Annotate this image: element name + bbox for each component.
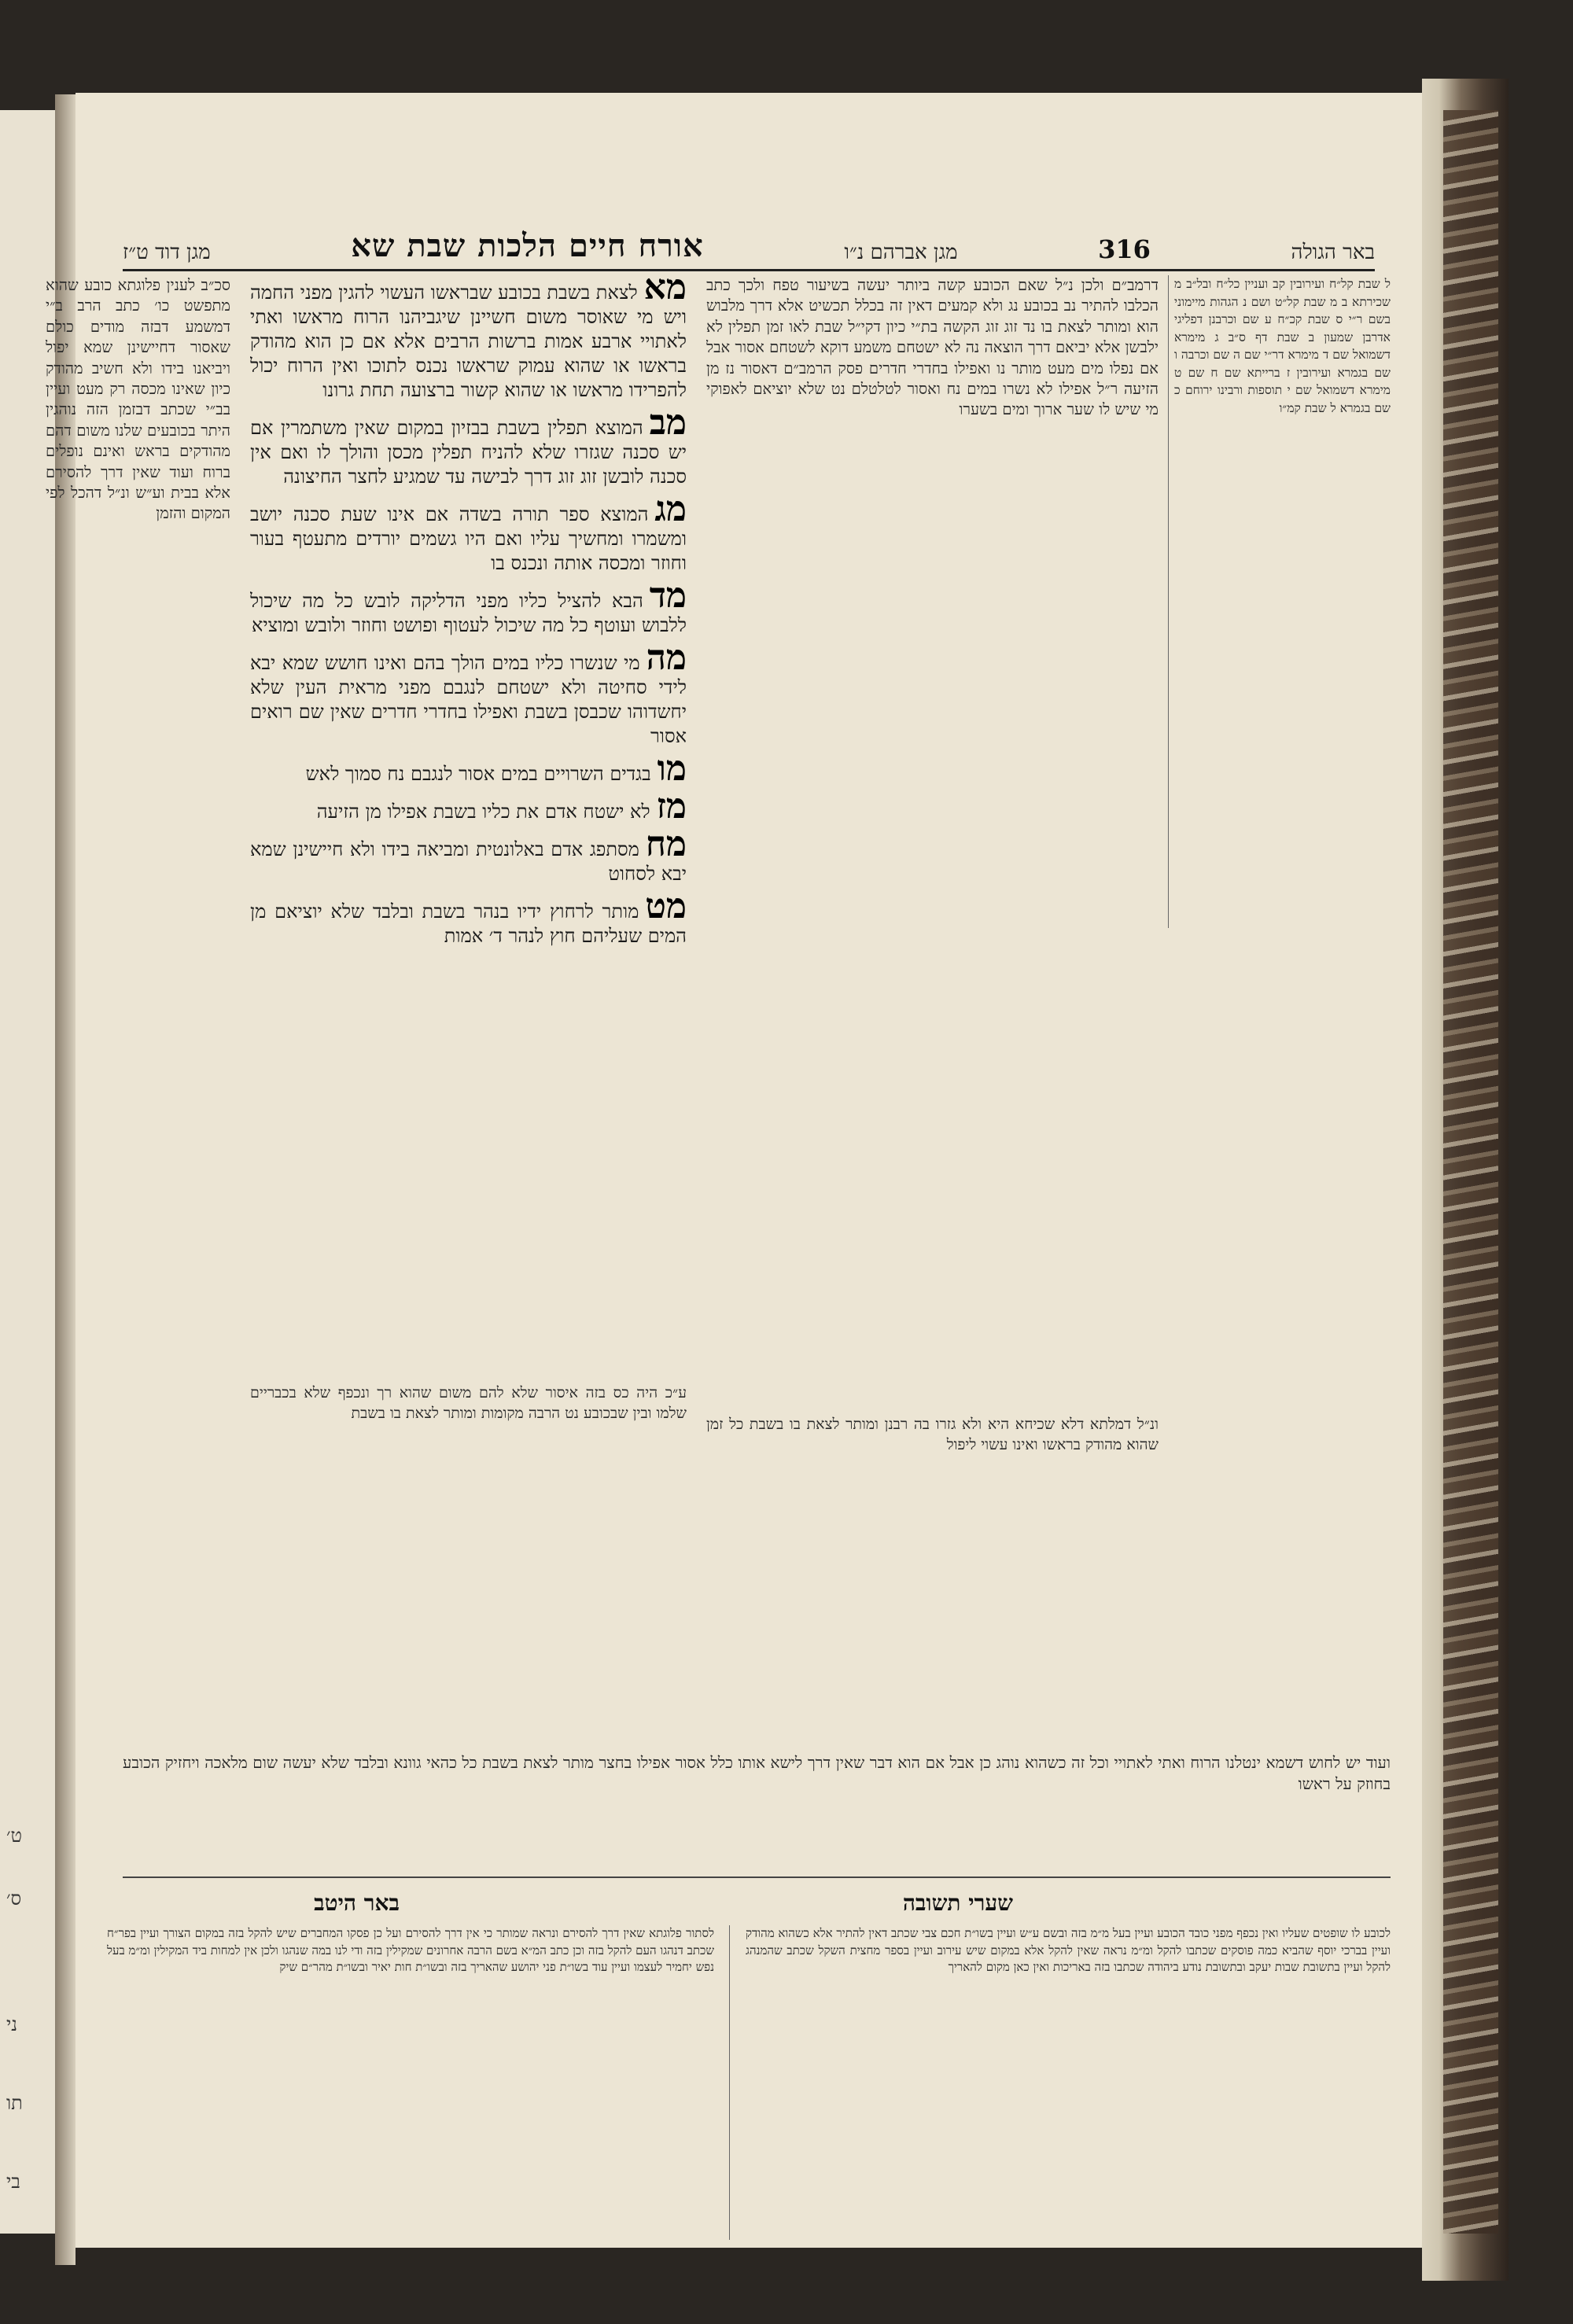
seif-label: מד	[649, 576, 687, 616]
seif-paragraph	[250, 786, 687, 827]
seif-text: המוצא תפלין בשבת בבזיון במקום שאין משתמרין אם יש סכנה שגזרו שלא להניח תפלין מכסן והולך לו ואם אין סכנה לובשן זוג זוג דרך לבישה עד שמגיע לחצר החיצונה	[250, 417, 687, 488]
marbled-edge	[1443, 110, 1498, 2234]
commentary-continuation: ע״כ היה כס בזה איסור שלא להם משום שהוא רך ונכפף שלא בכבריים שלמו ובין שבכובע נט הרבה מקומות ומותר לצאת בו בשבת	[250, 1384, 687, 1423]
seif-label: מב	[649, 403, 687, 443]
baer-heitev-heading: באר היטב	[314, 1890, 400, 1916]
seif-text: לצאת בשבת בכובע שבראשו העשוי להגין מפני החמה ויש מי שאוסר משום חשיינן שיגביהנו הרוח מראשו ואתי לאתויי ארבע אמות ברשות הרבים אלא אם כן הוא מהודק בראשו או שהוא עמוק שראשו נכנס לתוכו ואין הרוח יכול להפרידו מראשו או שהוא קשור ברצועה תחת גרונו	[250, 282, 687, 401]
seif-text: המוצא ספר תורה בשדה אם אינו שעת סכנה יושב ומשמרו ומחשיך עליו ואם היו גשמים יורדים מתעטף בעור וחוזר ומכסה אותה ונכנס בו	[250, 503, 687, 574]
footnote-column-divider	[729, 1925, 730, 2240]
seif-paragraph	[250, 749, 687, 789]
edge-fragment: ס׳	[6, 1888, 22, 1910]
edge-fragment: ט׳	[6, 1825, 23, 1847]
seif-label: מג	[654, 489, 687, 529]
seif-label: מז	[656, 786, 687, 827]
magen-avraham-continuation: ונ״ל דמלתא דלא שכיחא היא ולא גזרו בה רבנן ומותר לצאת בו בשבת כל זמן שהוא מהודק בראשו ואינו עשוי ליפול	[706, 1416, 1159, 1454]
seif-paragraph	[250, 824, 687, 886]
shulchan-aruch-column	[250, 275, 687, 1376]
magen-david-text: סכ״ב לענין פלוגתא כובע שהוא מתפשט כו׳ כתב הרב ב״י דמשמע דבזה מודים כולם שאסור דחיישינן שמא יפול ויביאנו בידו ולא חשיב מהודק כיון שאינו מכסה רק מעט ועיין בב״י שכתב דבזמן הזה נוהגין היתר בכובעים שלנו משום דהם מהודקים בראש ואינם נופלים ברוח ועוד שאין דרך להסירם אלא בבית וע״ש ונ״ל דהכל לפי המקום והזמן	[46, 276, 230, 523]
column-divider	[1168, 275, 1169, 928]
seif-text: בגדים השרויים במים אסור לנגבם נח סמוך לאש	[305, 763, 651, 785]
seif-label: מח	[645, 824, 687, 864]
seif-text: מותר לרחוץ ידיו בנהר בשבת ובלבד שלא יוציאם מן המים שעליהם חוץ לנהר ד׳ אמות	[250, 901, 687, 947]
running-header	[123, 209, 1375, 271]
seif-label: מט	[645, 886, 687, 926]
seif-label: מה	[646, 638, 687, 678]
beer-hagolah-column	[1174, 275, 1391, 928]
shaarei-teshuva-text: לכובע לו שופטים שעליו ואין נכפף מפני כובד הכובע ועיין בעל מ״מ בזה ובשם ע״ש ועיין בשו״ת חכם צבי שכתב דאין להתיר אלא כשהוא מהודק ועיין בברכי יוסף שהביא כמה פוסקים שכתבו להקל ומ״מ נראה שאין להקל אלא במקום שיש עירוב ועיין בספר מחצית השקל שכתב שהמנהג להקל ועיין בתשובת שבות יעקב ובתשובת נודע ביהודה שכתבו בזה באריכות ואין כאן מקום להאריך	[746, 1926, 1391, 1974]
seif-label: מו	[657, 749, 687, 789]
header-magen-avraham: מגן אברהם נ״ו	[844, 241, 958, 264]
full-width-commentary: ועוד יש לחוש דשמא ינטלנו הרוח ואתי לאתויי וכל זה כשהוא נוהג כן אבל אם הוא דבר שאין דרך לישא אותו כלל אסור אפילו בחצר מותר לצאת בשבת כל כהאי גוונא ובלבד שלא יעשה שום מלאכה ויחזיק הכובע בחוזק על ראשו	[123, 1753, 1391, 1793]
header-magen-david: מגן דוד ט״ז	[123, 241, 211, 264]
seif-paragraph	[250, 886, 687, 948]
seif-paragraph	[250, 489, 687, 576]
book-page	[46, 93, 1422, 2248]
footnote-divider	[123, 1877, 1391, 1878]
edge-fragment: תו	[6, 2092, 23, 2114]
seif-text: הבא להציל כליו מפני הדליקה לובש כל מה שיכול ללבוש ועוטף כל מה שיכול לעטוף ופושט וחוזר ולובש ומוציא	[250, 590, 687, 636]
magen-avraham-column	[706, 275, 1159, 1400]
seif-text: מסתפג אדם באלונטית ומביאה בידו ולא חיישינן שמא יבא לסחוט	[250, 838, 687, 885]
seif-text: לא ישטח אדם את כליו בשבת אפילו מן הזיעה	[316, 801, 650, 823]
page-title: אורח חיים הלכות שבת שא	[351, 227, 704, 264]
page-number: 316	[1098, 234, 1151, 264]
edge-fragment: ני	[6, 2013, 18, 2035]
beer-hagolah-text: ל שבת קל״ח ועירובין קב ועניין כל״ח ובל״ב מ שכירתא ב מ שבת קל״ט ושם נ הגהות מיימוני בשם ר״י ס שבת קכ״ח ע שם וכרבנן דפליגי אדרבן שמעון ב שבת דף ס״ב ג מימרא דשמואל שם ד מימרא דר״י שם ה שם וכרבה ו שם בגמרא ועירובין ז ברייתא שם ח שם ט מימרא דשמואל שם י תוספות ורבינו ירוחם כ שם בגמרא ל שבת קמ״ו	[1174, 277, 1391, 415]
seif-text: מי שנשרו כליו במים הולך בהם ואינו חושש שמא יבא לידי סחיטה ולא ישטחם לנגבם מפני מראית העין שלא יחשדוהו שכבסן בשבת ואפילו בחדרי חדרים שאין שם רואים אסור	[250, 652, 687, 747]
magen-avraham-text: דרמב״ם ולכן נ״ל שאם הכובע קשה ביותר יעשה בשיעור טפח ולכך כתב הכלבו להתיר נב בכובע נג ולא קמעים דאין זה בכלל תכשיט אלא דרך מלבוש הוא ומותר לצאת בו נד זוג זוג הקשה בת״י כיון דקי״ל שבת לאו זמן תפלין לא ילבשן אלא יביאם דרך הוצאה נה לא ישטחם משמע דוקא לשטחם אסור אבל אם נפלו מים מעט מותר נו ואפילו בחדרי חדרים פסק הרמב״ם דאסור נז מן הזיעה ר״ל אפילו לא נשרו במים נח ואסור לטלטלם נט שלא יוציאם לאפוקי מי שיש לו שער ארוך ומים בשערו	[706, 276, 1159, 419]
seif-label: מא	[643, 275, 687, 308]
seif-paragraph	[250, 576, 687, 638]
seif-paragraph	[250, 275, 687, 403]
header-beer-hagolah: באר הגולה	[1291, 241, 1375, 264]
edge-fragment: בי	[6, 2171, 20, 2193]
seif-paragraph	[250, 638, 687, 749]
baer-heitev-text: לסתור פלוגתא שאין דרך להסירם ונראה שמותר כי אין דרך להסירם ועל כן פסקו המחברים שיש להקל בזה במקום הצורך ועיין בפר״ח שכתב דנהגו העם להקל בזה וכן כתב המ״א בשם הרבה אחרונים שמקילין בזה ודי לנו במה שנהגו ולכן אין למחות ביד המקילין ומ״מ בעל נפש יחמיר לעצמו ועיין עוד בשו״ת פני יהושע שהאריך בזה ובשו״ת חות יאיר ובשו״ת מהר״ם שיק	[107, 1926, 714, 1974]
magen-david-column	[46, 275, 230, 1746]
shaarei-teshuva-heading: שערי תשובה	[902, 1890, 1013, 1916]
seif-paragraph	[250, 403, 687, 489]
